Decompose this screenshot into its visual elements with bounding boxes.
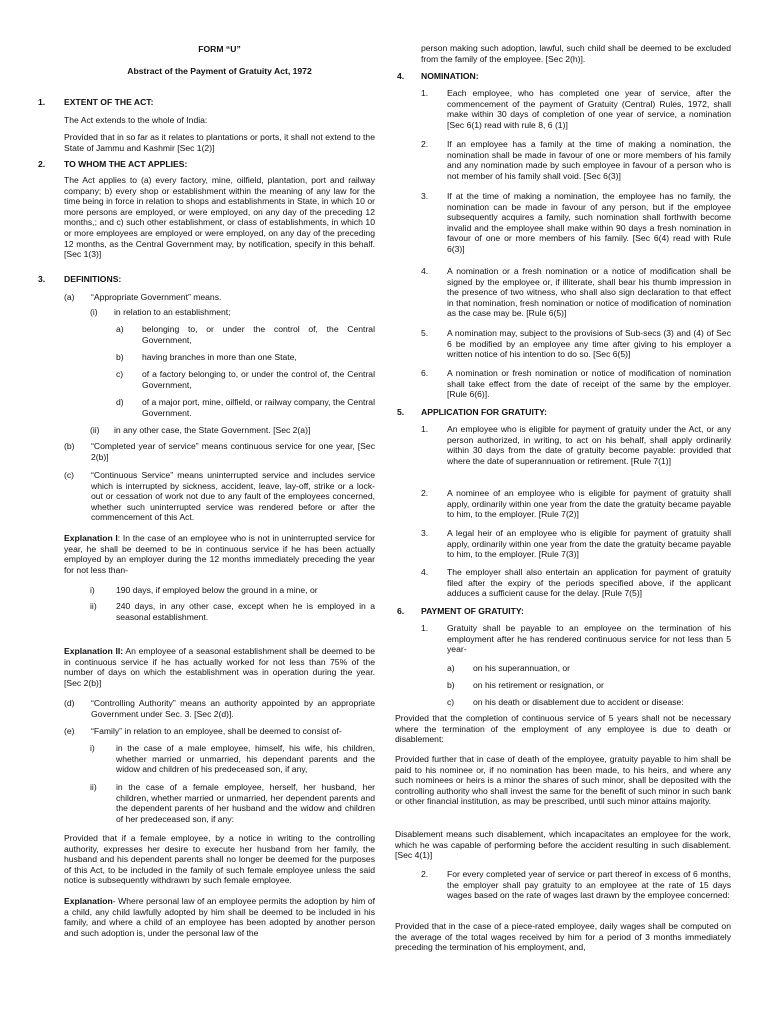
piece-rated-proviso: Provided that in the case of a piece-rated employee, daily wages shall be computed on the average of the total wages received by him for a period of 3 months immediately preceding the termination of his employment, and, — [395, 921, 731, 953]
nomination-item-3: 3. If at the time of making a nomination, the employee has no family, the nomination can be made in favour of any person, but if the employee subsequently acquires a family, such nomination shall forthwith become invalid and the employee shall make within 90 days a fresh nomination in favour of one or more members of his family. [Sec 6(4) read with Rule 6(3)] — [421, 191, 731, 254]
payment-proviso-1: Provided that the completion of continuous service of 5 years shall not be necessary where the termination of the employment of any employee is due to death or disablement: — [395, 713, 731, 745]
def-e: (e) “Family” in relation to an employee, shall be deemed to consist of- — [64, 726, 342, 736]
nomination-item-2: 2. If an employee has a family at the time of making a nomination, the nomination shall be made in favour of one or more members of his family and any nomination made by such employee in favour of a person who is not member of his family shall void. [Sec 6(3)] — [421, 139, 731, 181]
application-item-2: 2. A nominee of an employee who is eligible for payment of gratuity shall apply, ordinarily within one year from the date the gratuity became payable to him, to the employer. [Rule 7(2)] — [421, 488, 731, 520]
explanation-1: Explanation I: In the case of an employee who is not in uninterrupted service for year, he shall be deemed to be in continuous service if he has been actually employed by an employer during the 12 months immediately preceding the year for not less than- — [64, 533, 375, 575]
female-proviso: Provided that if a female employee, by a notice in writing to the controlling authority, expresses her desire to execute her husband from her family, the husband and his dependent parents shall no longer be deemed for the purposes of this Act, to be included in the family of such female employee unless the said notice is subsequently withdrawn by such female employee. — [64, 833, 375, 886]
nomination-item-4: 4. A nomination or a fresh nomination or a notice of modification shall be signed by the employee or, if illiterate, shall bear his thumb impression in the presence of two witness, who shall also sign declaration to that effect in that nomination, fresh nomination or notice of modification of nomination as the case may be. [Rule 6(5)] — [421, 266, 731, 319]
def-a-3: c) of a factory belonging to, or under the control of, the Central Government, — [116, 369, 375, 390]
def-d: (d) “Controlling Authority” means an authority appointed by an appropriate Government under Sec. 3. [Sec 2(d)]. — [64, 698, 375, 719]
section-6-heading: 6. PAYMENT OF GRATUITY: — [397, 606, 524, 616]
def-e-ii: ii) in the case of a female employee, herself, her husband, her children, whether married or unmarried, her dependent parents and the dependent parents of her husband and the widow and children of her predeceased son, if any: — [90, 782, 375, 824]
explanation-1-i: i) 190 days, if employed below the ground in a mine, or — [90, 585, 318, 595]
s2-paragraph: The Act applies to (a) every factory, mine, oilfield, plantation, port and railway company; b) every shop or establishment within the meaning of any law for the time being in force in relation to shops and establishments in State, in which 10 or more persons are employed, or were employed, on any day of the preceding 12 months,; and c) such other establishment, or class of establishments, in which 10 or more employees are employed or were employed, on any day of the preceding 12 months, as the Central Government may, by notification, specify in this behalf. [Sec 1(3)] — [64, 175, 375, 260]
payment-item-1c: c) on his death or disablement due to accident or disease: — [447, 697, 684, 707]
def-e-i: i) in the case of a male employee, himself, his wife, his children, whether married or unmarried, his dependant parents and the widow and children of his predeceased son, if any, — [90, 743, 375, 775]
s1-paragraph-2: Provided that in so far as it relates to plantations or ports, it shall not extend to the State of Jammu and Kashmir [Sec 1(2)] — [64, 132, 375, 153]
section-3-heading: 3. DEFINITIONS: — [38, 274, 122, 284]
form-subtitle: Abstract of the Payment of Gratuity Act, 1972 — [127, 66, 312, 76]
disablement-definition: Disablement means such disablement, which incapacitates an employee for the work, which he was capable of performing before the accident resulting in such disablement. [Sec 4(1)] — [395, 829, 731, 861]
nomination-item-6: 6. A nomination or fresh nomination or notice of modification of nomination shall take effect from the date of receipt of the same by the employer. [Rule 6(6)]. — [421, 368, 731, 400]
def-a-4: d) of a major port, mine, oilfield, or railway company, the Central Government. — [116, 397, 375, 418]
def-c: (c) “Continuous Service” means uninterrupted service and includes service which is interrupted by sickness, accident, leave, lay-off, strike or a lock-out or cessation of work not due to any fault of the employees concerned, whether such uninterrupted service was rendered before or after the commencement of this Act. — [64, 470, 375, 523]
payment-item-1a: a) on his superannuation, or — [447, 663, 570, 673]
def-a-1: a) belonging to, or under the control of, the Central Government, — [116, 324, 375, 345]
explanation-adoption: Explanation- Where personal law of an employee permits the adoption by him of a child, any child lawfully adopted by him shall be deemed to be included in his family, and where a child of an employee has been adopted by another person and such adoption is, under the personal law of the — [64, 896, 375, 938]
explanation-2: Explanation II: An employee of a seasonal establishment shall be deemed to be in continuous service if he has actually worked for not less than 75% of the number of days on which the establishment was in operation during the year. [Sec 2(b)] — [64, 646, 375, 688]
s1-paragraph-1: The Act extends to the whole of India: — [64, 115, 208, 125]
def-a-2: b) having branches in more than one State, — [116, 352, 297, 362]
payment-item-2: 2. For every completed year of service or part thereof in excess of 6 months, the employer shall pay gratuity to an employee at the rate of 15 days wages based on the rate of wages last drawn by the employee concerned: — [421, 869, 731, 901]
def-a-i: (i) in relation to an establishment; — [90, 307, 231, 317]
application-item-4: 4. The employer shall also entertain an application for payment of gratuity filed after the expiry of the periods specified above, if the applicant adduces a sufficient cause for the delay. [Rule 7(5)] — [421, 567, 731, 599]
explanation-1-ii: ii) 240 days, in any other case, except when he is employed in a seasonal establishment. — [90, 601, 375, 622]
def-a-ii: (ii) in any other case, the State Government. [Sec 2(a)] — [90, 425, 311, 435]
payment-item-1b: b) on his retirement or resignation, or — [447, 680, 604, 690]
payment-proviso-2: Provided further that in case of death of the employee, gratuity payable to him shall be paid to his nominee or, if no nomination has been made, to his heirs, and where any such nominees or heirs is a minor the shares of such minor, shall be deposited with the controlling authority who shall invest the same for the benefit of such minor in such bank or other financial institution, as may be prescribed, until such minor attains majority. — [395, 754, 731, 807]
application-item-3: 3. A legal heir of an employee who is eligible for payment of gratuity shall apply, ordinarily within one year from the date the gratuity became payable to him, to the employer. [Rule 7(3)] — [421, 528, 731, 560]
nomination-item-5: 5. A nomination may, subject to the provisions of Sub-secs (3) and (4) of Sec 6 be modified by an employee any time after giving to his employer a written notice of his intention to do so. [Sec 6(5)] — [421, 328, 731, 360]
section-2-heading: 2. TO WHOM THE ACT APPLIES: — [38, 159, 188, 169]
def-b: (b) “Completed year of service” means continuous service for one year, [Sec 2(b)] — [64, 441, 375, 462]
section-4-heading: 4. NOMINATION: — [397, 71, 479, 81]
form-title: FORM “U” — [198, 44, 241, 54]
section-1-heading: 1. EXTENT OF THE ACT: — [38, 97, 154, 107]
nomination-item-1: 1. Each employee, who has completed one year of service, after the commencement of the payment of Gratuity (Central) Rules, 1972, shall make within 30 days of completion of one year of service, a nomination [Sec 6(1) read with rule 8, 6 (1)] — [421, 88, 731, 130]
section-5-heading: 5. APPLICATION FOR GRATUITY: — [397, 407, 548, 417]
def-a: (a) “Appropriate Government” means. — [64, 292, 222, 302]
application-item-1: 1. An employee who is eligible for payment of gratuity under the Act, or any person authorized, in writing, to act on his behalf, shall apply ordinarily within 30 days from the date of gratuity become payable: provided that where the date of superannuation or retirement. [Rule 7(1)] — [421, 424, 731, 466]
adoption-continued: person making such adoption, lawful, such child shall be deemed to be excluded from the family of the employee. [Sec 2(h)]. — [421, 43, 731, 64]
payment-item-1: 1. Gratuity shall be payable to an employee on the termination of his employment after he has rendered continuous service for not less than 5 year- — [421, 623, 731, 655]
